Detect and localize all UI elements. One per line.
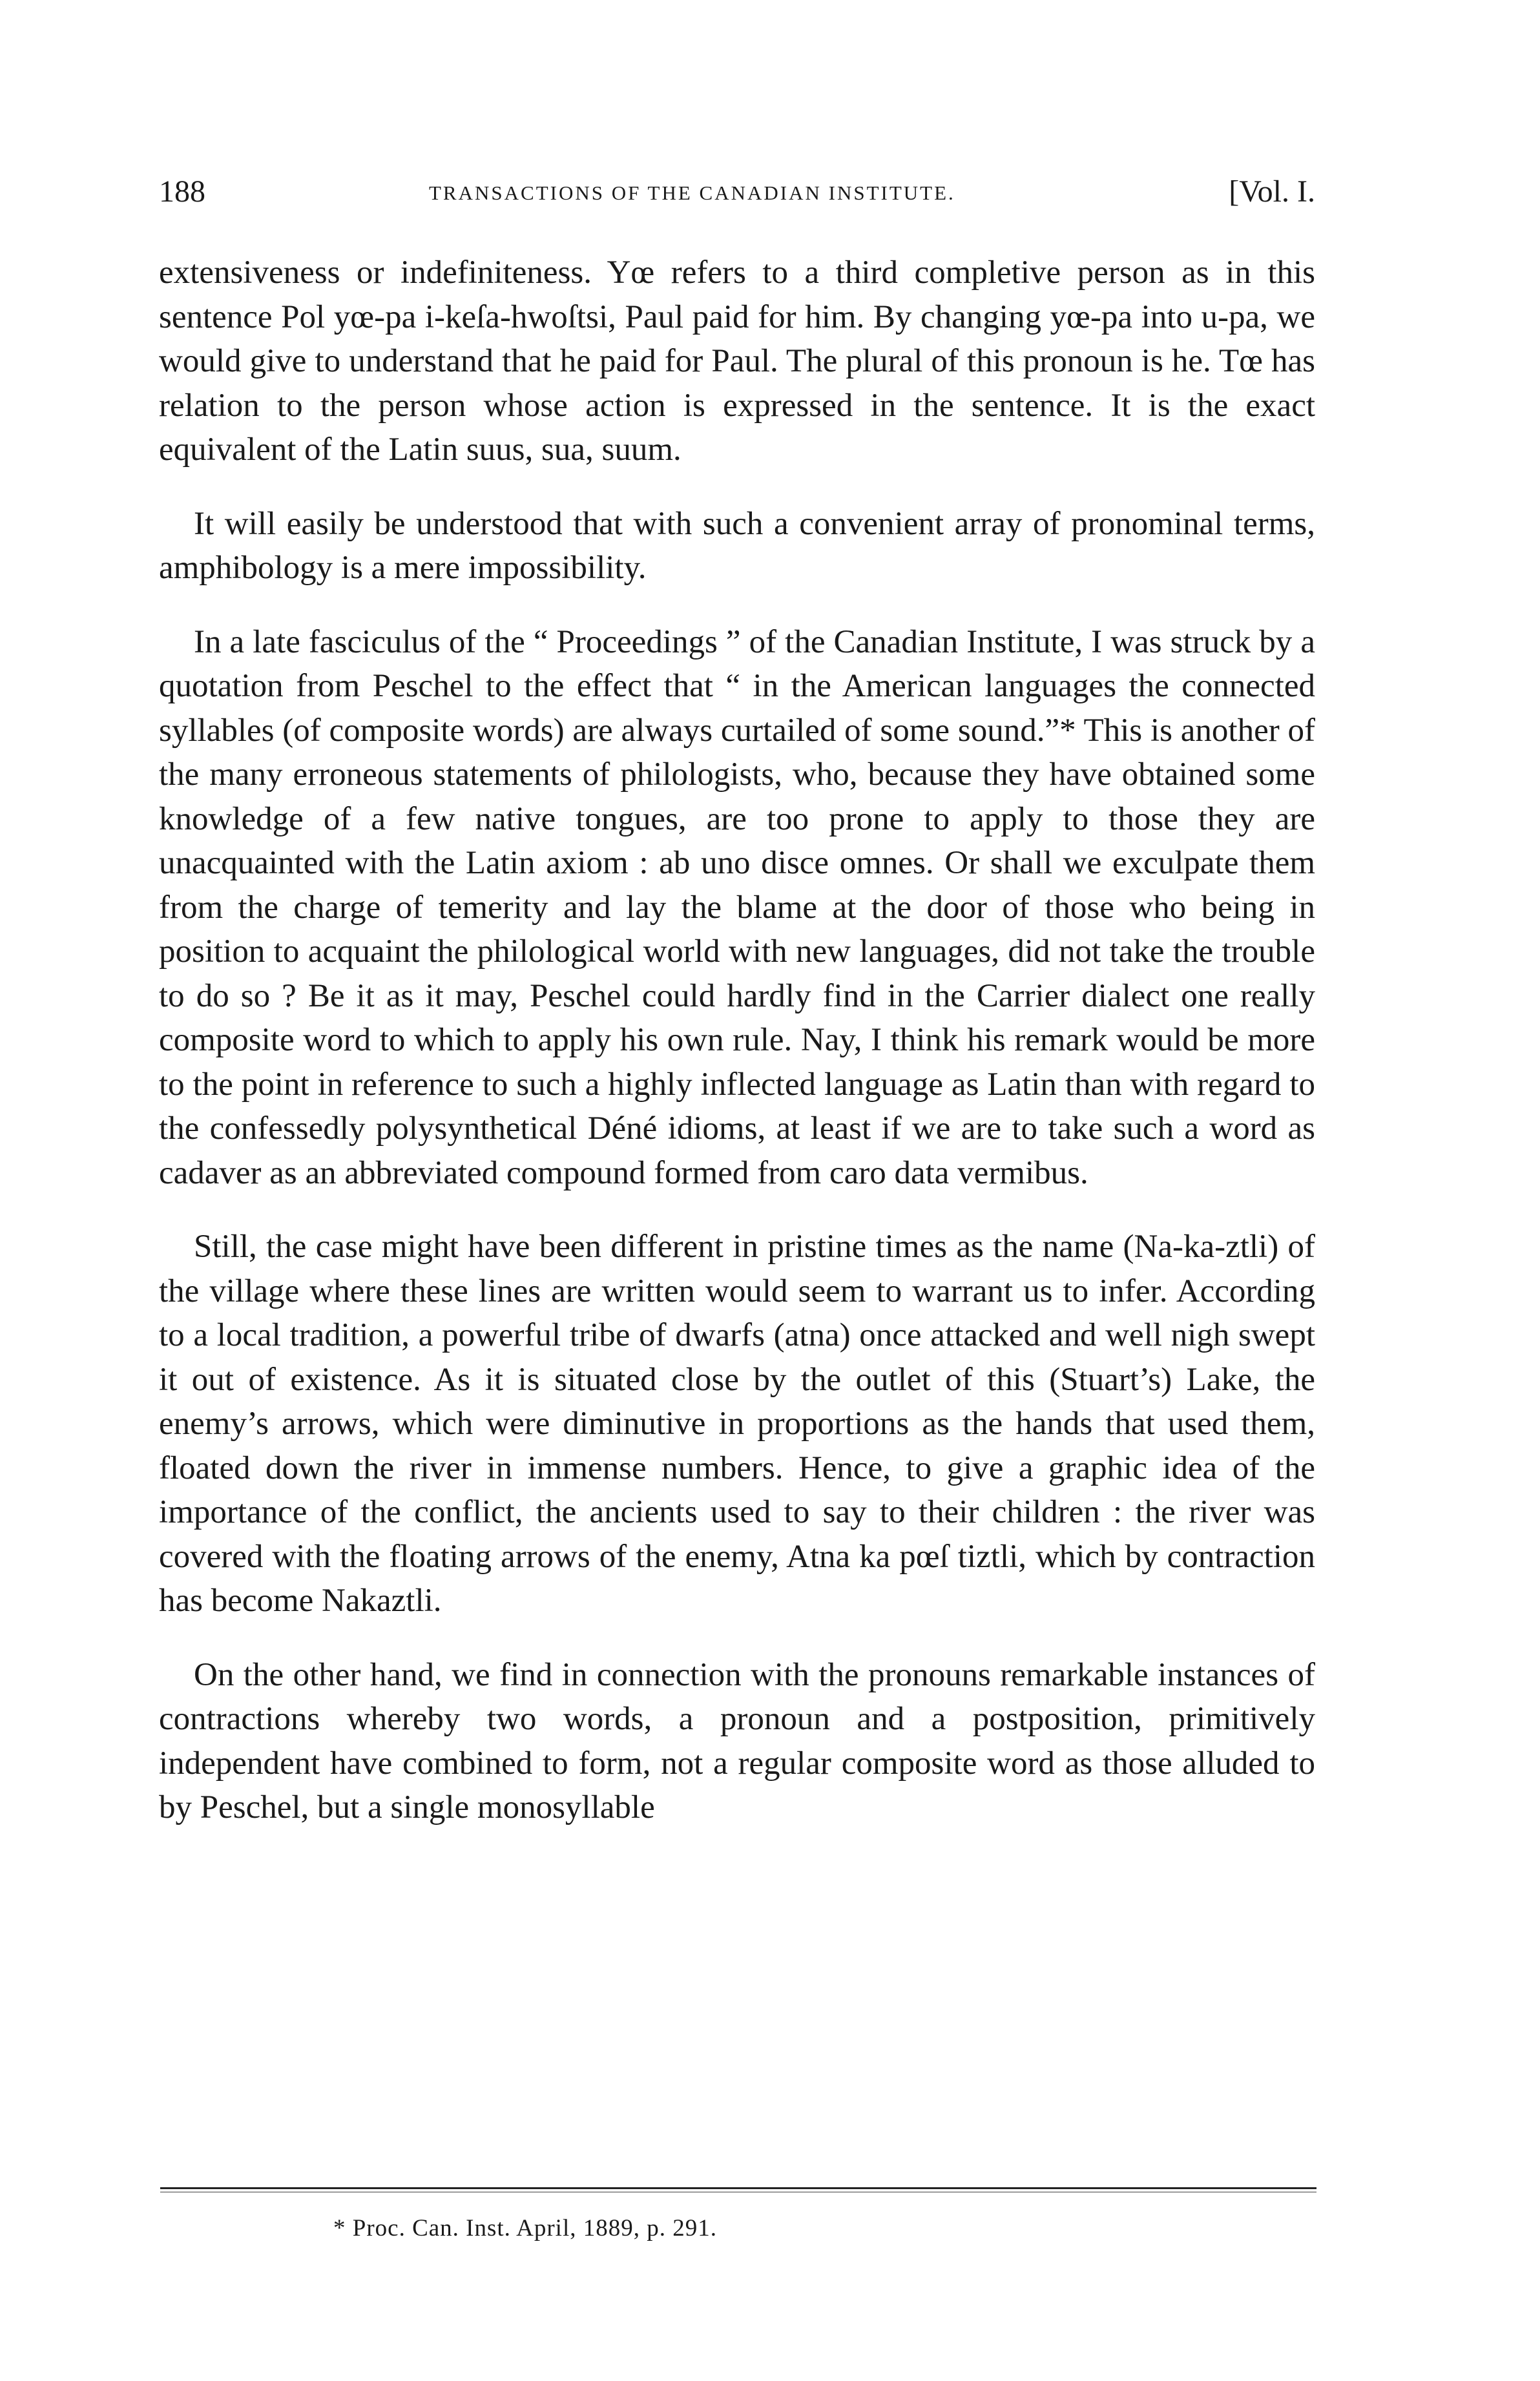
footnote: * Proc. Can. Inst. April, 1889, p. 291. (333, 2215, 717, 2241)
page-number: 188 (159, 174, 205, 209)
volume-label: [Vol. I. (1229, 174, 1315, 209)
paragraph: It will easily be understood that with such a convenient array of pronominal terms, amphibology is a mere impossibility. (159, 505, 1315, 586)
paragraph: In a late fasciculus of the “ Proceedings ” of the Canadian Institute, I was struck by a quotation from Peschel to the effect that “ in the American languages the connected syllables (of composite words) are always curtailed of some sound.”* This is another of the many erroneous statements of philologists, who, because they have obtained some knowledge of a few native tongues, are too prone to apply to those they are unacquainted with the Latin axiom : ab uno disce omnes. Or shall we exculpate them from the charge of temerity and lay the blame at the door of those who being in position to acquaint the philological world with new languages, did not take the trouble to do so ? Be it as it may, Peschel could hardly find in the Carrier dialect one really composite word to which to apply his own rule. Nay, I think his remark would be more to the point in reference to such a highly inflected language as Latin than with regard to the confessedly polysynthetical Déné idioms, at least if we are to take such a word as cadaver as an abbreviated compound formed from caro data vermibus. (159, 623, 1315, 1191)
document-page (159, 169, 1315, 2241)
running-head (159, 169, 1315, 214)
paragraph: Still, the case might have been different in pristine times as the name (Na-ka-ztli) of the village where these lines are written would seem to warrant us to infer. According to a local tradition, a powerful tribe of dwarfs (atna) once attacked and well nigh swept it out of existence. As it is situated close by the outlet of this (Stuart’s) Lake, the enemy’s arrows, which were diminutive in proportions as the hands that used them, floated down the river in immense numbers. Hence, to give a graphic idea of the importance of the conflict, the ancients used to say to their children : the river was covered with the floating arrows of the enemy, Atna ka pœſ tiztli, which by contraction has become Nakaztli. (159, 1229, 1315, 1619)
journal-title: TRANSACTIONS OF THE CANADIAN INSTITUTE. (429, 182, 955, 204)
footnote-rule (160, 2187, 1316, 2189)
body-text (159, 251, 1315, 1830)
paragraph: extensiveness or indefiniteness. Yœ refers to a third completive person as in this sentence Pol yœ-pa i-keſa-hwoſtsi, Paul paid for him. By changing yœ-pa into u-pa, we would give to understand that he paid for Paul. The plural of this pronoun is he. Tœ has relation to the person whose action is expressed in the sentence. It is the exact equivalent of the Latin suus, sua, suum. (159, 255, 1315, 468)
paragraph: On the other hand, we find in connection with the pronouns remarkable instances of contractions whereby two words, a pronoun and a postposition, primitively independent have combined to form, not a regular composite word as those alluded to by Peschel, but a single monosyllable (159, 1656, 1315, 1825)
